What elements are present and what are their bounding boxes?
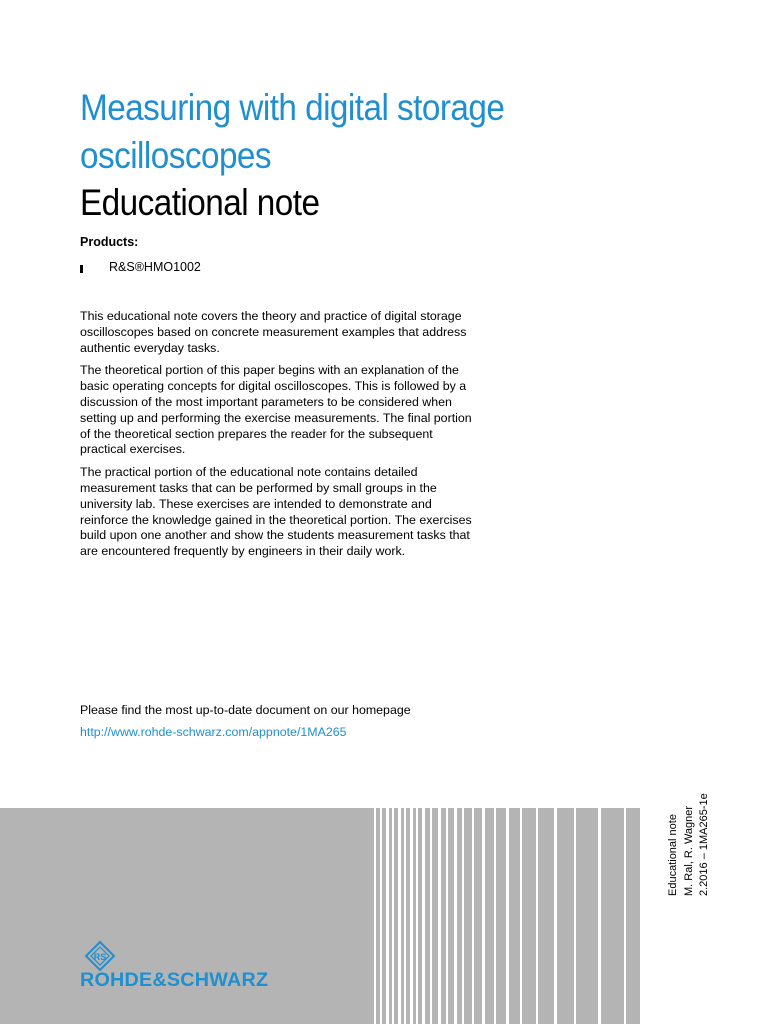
product-name: R&S®HMO1002 [109,260,201,274]
stripe [392,808,394,1024]
stripe [472,808,474,1024]
document-subtitle: Educational note [80,182,320,223]
document-info-vertical [666,776,713,896]
stripe [404,808,406,1024]
logo-wordmark: ROHDE&SCHWARZ [80,970,269,991]
rohde-schwarz-logo [80,940,320,996]
homepage-note: Please find the most up-to-date document on our homepage [80,703,411,717]
homepage-link[interactable]: http://www.rohde-schwarz.com/appnote/1MA265 [80,725,347,739]
stripe [598,808,601,1024]
stripe [416,808,418,1024]
stripe [454,808,457,1024]
stripe [462,808,464,1024]
stripe [438,808,441,1024]
stripe [398,808,401,1024]
doc-authors: M. Ral, R. Wagner [682,805,695,896]
stripe [624,808,626,1024]
stripe [482,808,485,1024]
body-text [80,309,475,567]
paragraph-1: This educational note covers the theory and practice of digital storage oscilloscopes based on concrete measurement examples that address authentic everyday tasks. [80,309,467,355]
products-label: Products: [80,235,139,249]
stripe [386,808,389,1024]
stripe [380,808,382,1024]
paragraph-3: The practical portion of the educational note contains detailed measurement tasks that can be performed by small groups in the university lab. These exercises are intended to demonstrate and reinforce the knowledge gained in the theoretical portion. The exercises build upon one another and show the students measurement tasks that are encountered frequently by engineers in their daily work. [80,465,472,559]
bullet-icon [80,265,83,273]
stripe [520,808,522,1024]
stripe [422,808,425,1024]
title-line-1: Measuring with digital storage [80,87,505,128]
stripe [554,808,557,1024]
stripe [410,808,413,1024]
title-line-2: oscilloscopes [80,135,272,176]
stripe [374,808,376,1024]
logo-letters: RS [93,952,107,962]
paragraph-2: The theoretical portion of this paper begins with an explanation of the basic operating concepts for digital oscilloscopes. This is followed by a discussion of the most important parameters to be considered when setting up and performing the exercise measurements. The final portion of the theoretical section prepares the reader for the subsequent practical exercises. [80,363,472,457]
doc-type: Educational note [667,814,679,896]
stripe [430,808,432,1024]
stripe [506,808,509,1024]
stripe [446,808,448,1024]
rs-diamond-icon [80,940,120,972]
doc-number: 2.2016 – 1MA265-1e [698,793,710,896]
product-list-item [80,259,201,275]
stripe [574,808,576,1024]
document-title [80,84,638,180]
stripe [536,808,538,1024]
stripe [494,808,496,1024]
